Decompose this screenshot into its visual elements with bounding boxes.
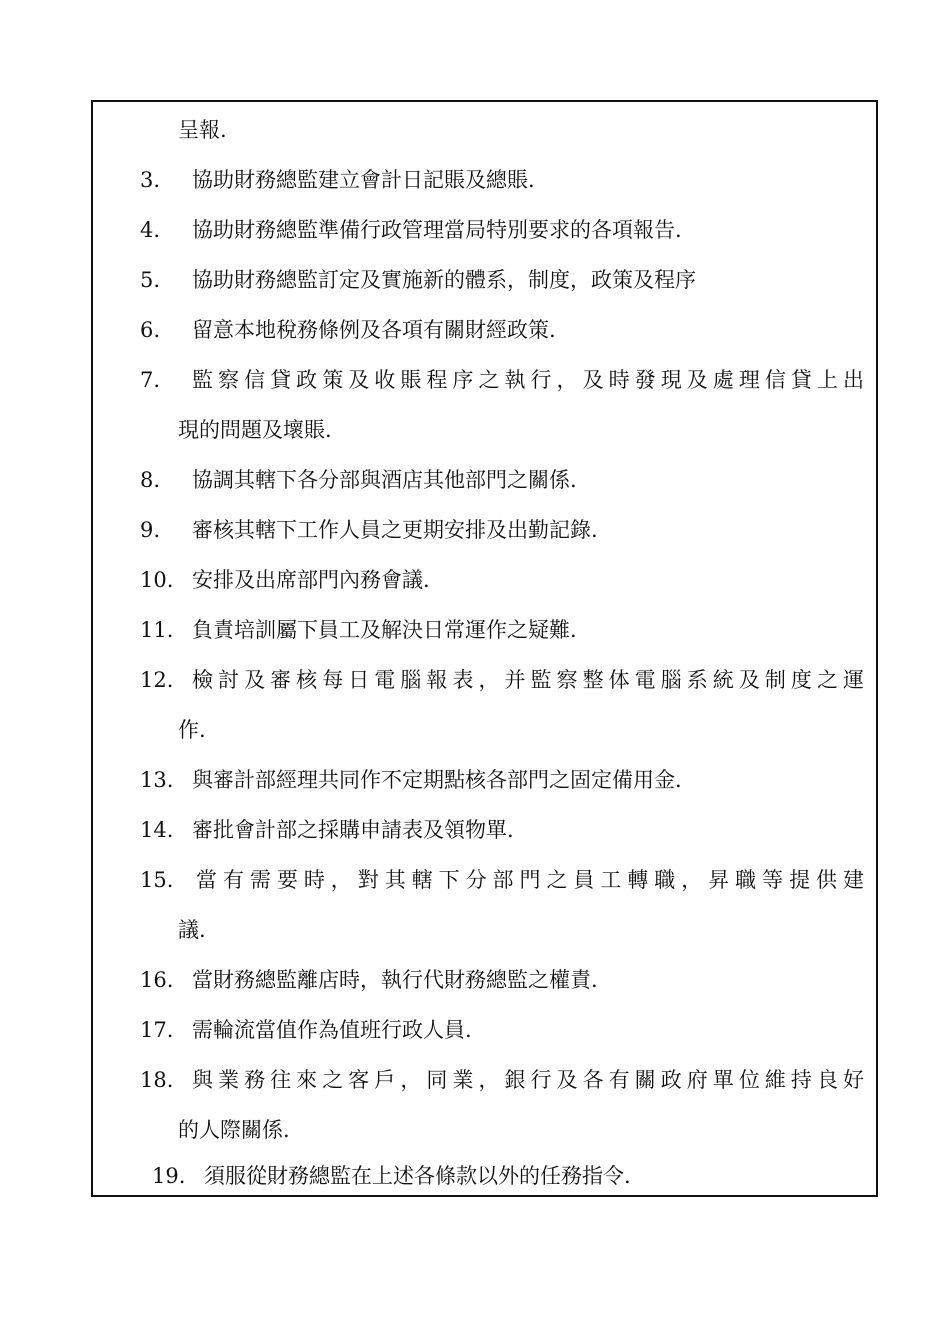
item-text: 協助財務總監準備行政管理當局特別要求的各項報告. — [192, 218, 682, 242]
item-number: 12. — [140, 668, 174, 692]
item-text: 需輪流當值作為值班行政人員. — [192, 1018, 472, 1042]
item-text-continuation: 作. — [178, 718, 206, 742]
item-number: 7. — [140, 368, 161, 392]
item-text: 協助財務總監建立會計日記賬及總賬. — [192, 168, 535, 192]
item-number: 19. — [152, 1164, 186, 1188]
item-text-continuation: 現的問題及壞賬. — [178, 418, 332, 442]
item-text: 負責培訓屬下員工及解決日常運作之疑難. — [192, 618, 577, 642]
item-number: 16. — [140, 968, 174, 992]
item-text: 當財務總監離店時，執行代財務總監之權責. — [192, 968, 598, 992]
item-number: 10. — [140, 568, 174, 592]
item-text: 留意本地稅務條例及各項有關財經政策. — [192, 318, 556, 342]
item-text: 與業務往來之客戶，同業，銀行及各有關政府單位維持良好 — [192, 1068, 864, 1092]
item-text: 檢討及審核每日電腦報表，并監察整体電腦系統及制度之運 — [192, 668, 864, 692]
item-text: 須服從財務總監在上述各條款以外的任務指令. — [204, 1164, 631, 1188]
item-text: 審批會計部之採購申請表及領物單. — [192, 818, 514, 842]
item-number: 18. — [140, 1068, 174, 1092]
item-number: 8. — [140, 468, 161, 492]
item-text: 審核其轄下工作人員之更期安排及出勤記錄. — [192, 518, 598, 542]
item-number: 11. — [140, 618, 174, 642]
item-number: 13. — [140, 768, 174, 792]
item-number: 9. — [140, 518, 161, 542]
item-number: 6. — [140, 318, 161, 342]
item-text: 安排及出席部門內務會議. — [192, 568, 430, 592]
item-number: 17. — [140, 1018, 174, 1042]
item-text: 監察信貸政策及收賬程序之執行，及時發現及處理信貸上出 — [192, 368, 864, 392]
item-text-continuation: 議. — [178, 918, 206, 942]
item-text: 協調其轄下各分部與酒店其他部門之關係. — [192, 468, 577, 492]
continuation-line: 呈報. — [178, 118, 227, 142]
item-number: 5. — [140, 268, 161, 292]
item-text: 當有需要時，對其轄下分部門之員工轉職，昇職等提供建 — [196, 868, 864, 892]
item-number: 14. — [140, 818, 174, 842]
item-text: 與審計部經理共同作不定期點核各部門之固定備用金. — [192, 768, 682, 792]
item-text-continuation: 的人際關係. — [178, 1118, 290, 1142]
item-number: 3. — [140, 168, 161, 192]
item-number: 15. — [140, 868, 174, 892]
item-text: 協助財務總監訂定及實施新的體系，制度，政策及程序 — [192, 268, 696, 292]
item-number: 4. — [140, 218, 161, 242]
